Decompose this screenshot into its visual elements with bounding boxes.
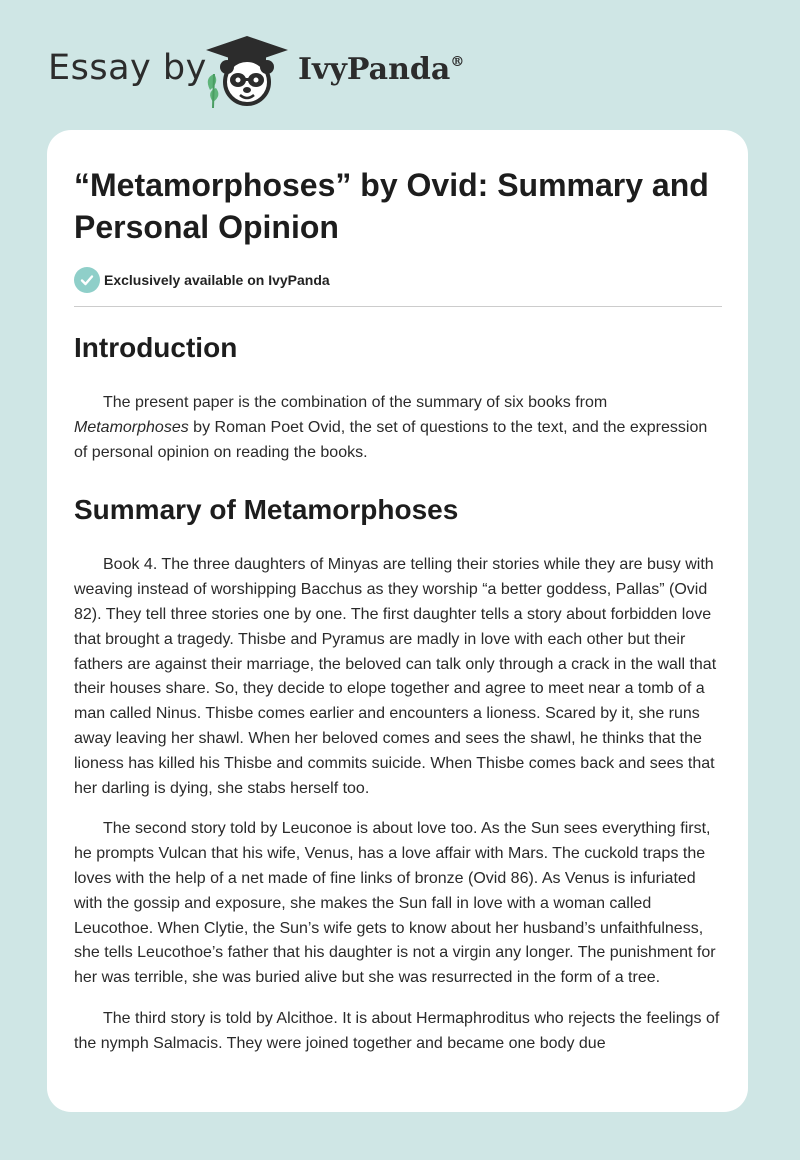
intro-paragraph [74, 391, 724, 465]
divider [74, 306, 722, 307]
article-card [47, 130, 748, 1112]
checkmark-svg [80, 273, 94, 287]
summary-paragraph-1: Book 4. The three daughters of Minyas are telling their stories while they are busy with weaving instead of worshipping Bacchus as they worship “a better goddess, Pallas” (Ovid 82). They tell three stories one by one. The first daughter tells a story about forbidden love that brought a tragedy. Thisbe and Pyramus are madly in love with each other but their fathers are against their marriage, the beloved can talk only through a crack in the wall that their houses share. So, they decide to elope together and agree to meet near a tomb of a man called Ninus. Thisbe comes earlier and encounters a lioness. Scared by it, she runs away leaving her shawl. When her beloved comes and sees the shawl, he thinks that the lioness has killed his Thisbe and commits suicide. When Thisbe comes back and sees that her darling is dying, she stabs herself too. [74, 556, 717, 797]
heading-summary: Summary of Metamorphoses [74, 494, 459, 526]
brand-name-text: IvyPanda [298, 52, 451, 87]
site-header [0, 0, 800, 130]
intro-book-title: Metamorphoses [74, 418, 189, 436]
panda-graduate-icon[interactable] [200, 30, 295, 110]
exclusive-badge-text: Exclusively available on IvyPanda [104, 272, 330, 288]
brand-name[interactable] [298, 52, 464, 87]
exclusive-badge [74, 266, 724, 294]
registered-mark: ® [450, 54, 465, 70]
summary-paragraph-2: The second story told by Leuconoe is about love too. As the Sun sees everything first, he prompts Vulcan that his wife, Venus, has a love affair with Mars. The cuckold traps the loves with the help of a net made of fine links of bronze (Ovid 86). As Venus is infuriated with the gossip and exposure, she makes the Sun fall in love with a woman called Leucothoe. When Clytie, the Sun’s wife gets to know about her husband’s unfaithfulness, she tells Leucothoe’s father that his daughter is not a virgin any longer. The punishment for her was terrible, she was buried alive but she was resurrected in the form of a tree. [74, 820, 716, 987]
article-content [74, 164, 724, 1057]
essay-by-label: Essay by [48, 48, 207, 88]
heading-introduction: Introduction [74, 332, 238, 363]
intro-text-after: by Roman Poet Ovid, the set of questions to the text, and the expression of personal opinion on reading the books. [74, 418, 708, 461]
check-circle-icon [74, 267, 100, 293]
article-title: “Metamorphoses” by Ovid: Summary and Personal Opinion [74, 167, 709, 245]
intro-text-before: The present paper is the combination of the summary of six books from [103, 394, 608, 411]
panda-logo-svg [200, 30, 295, 110]
summary-paragraph-3: The third story is told by Alcithoe. It is about Hermaphroditus who rejects the feelings of the nymph Salmacis. They were joined together and became one body due [74, 1009, 720, 1052]
